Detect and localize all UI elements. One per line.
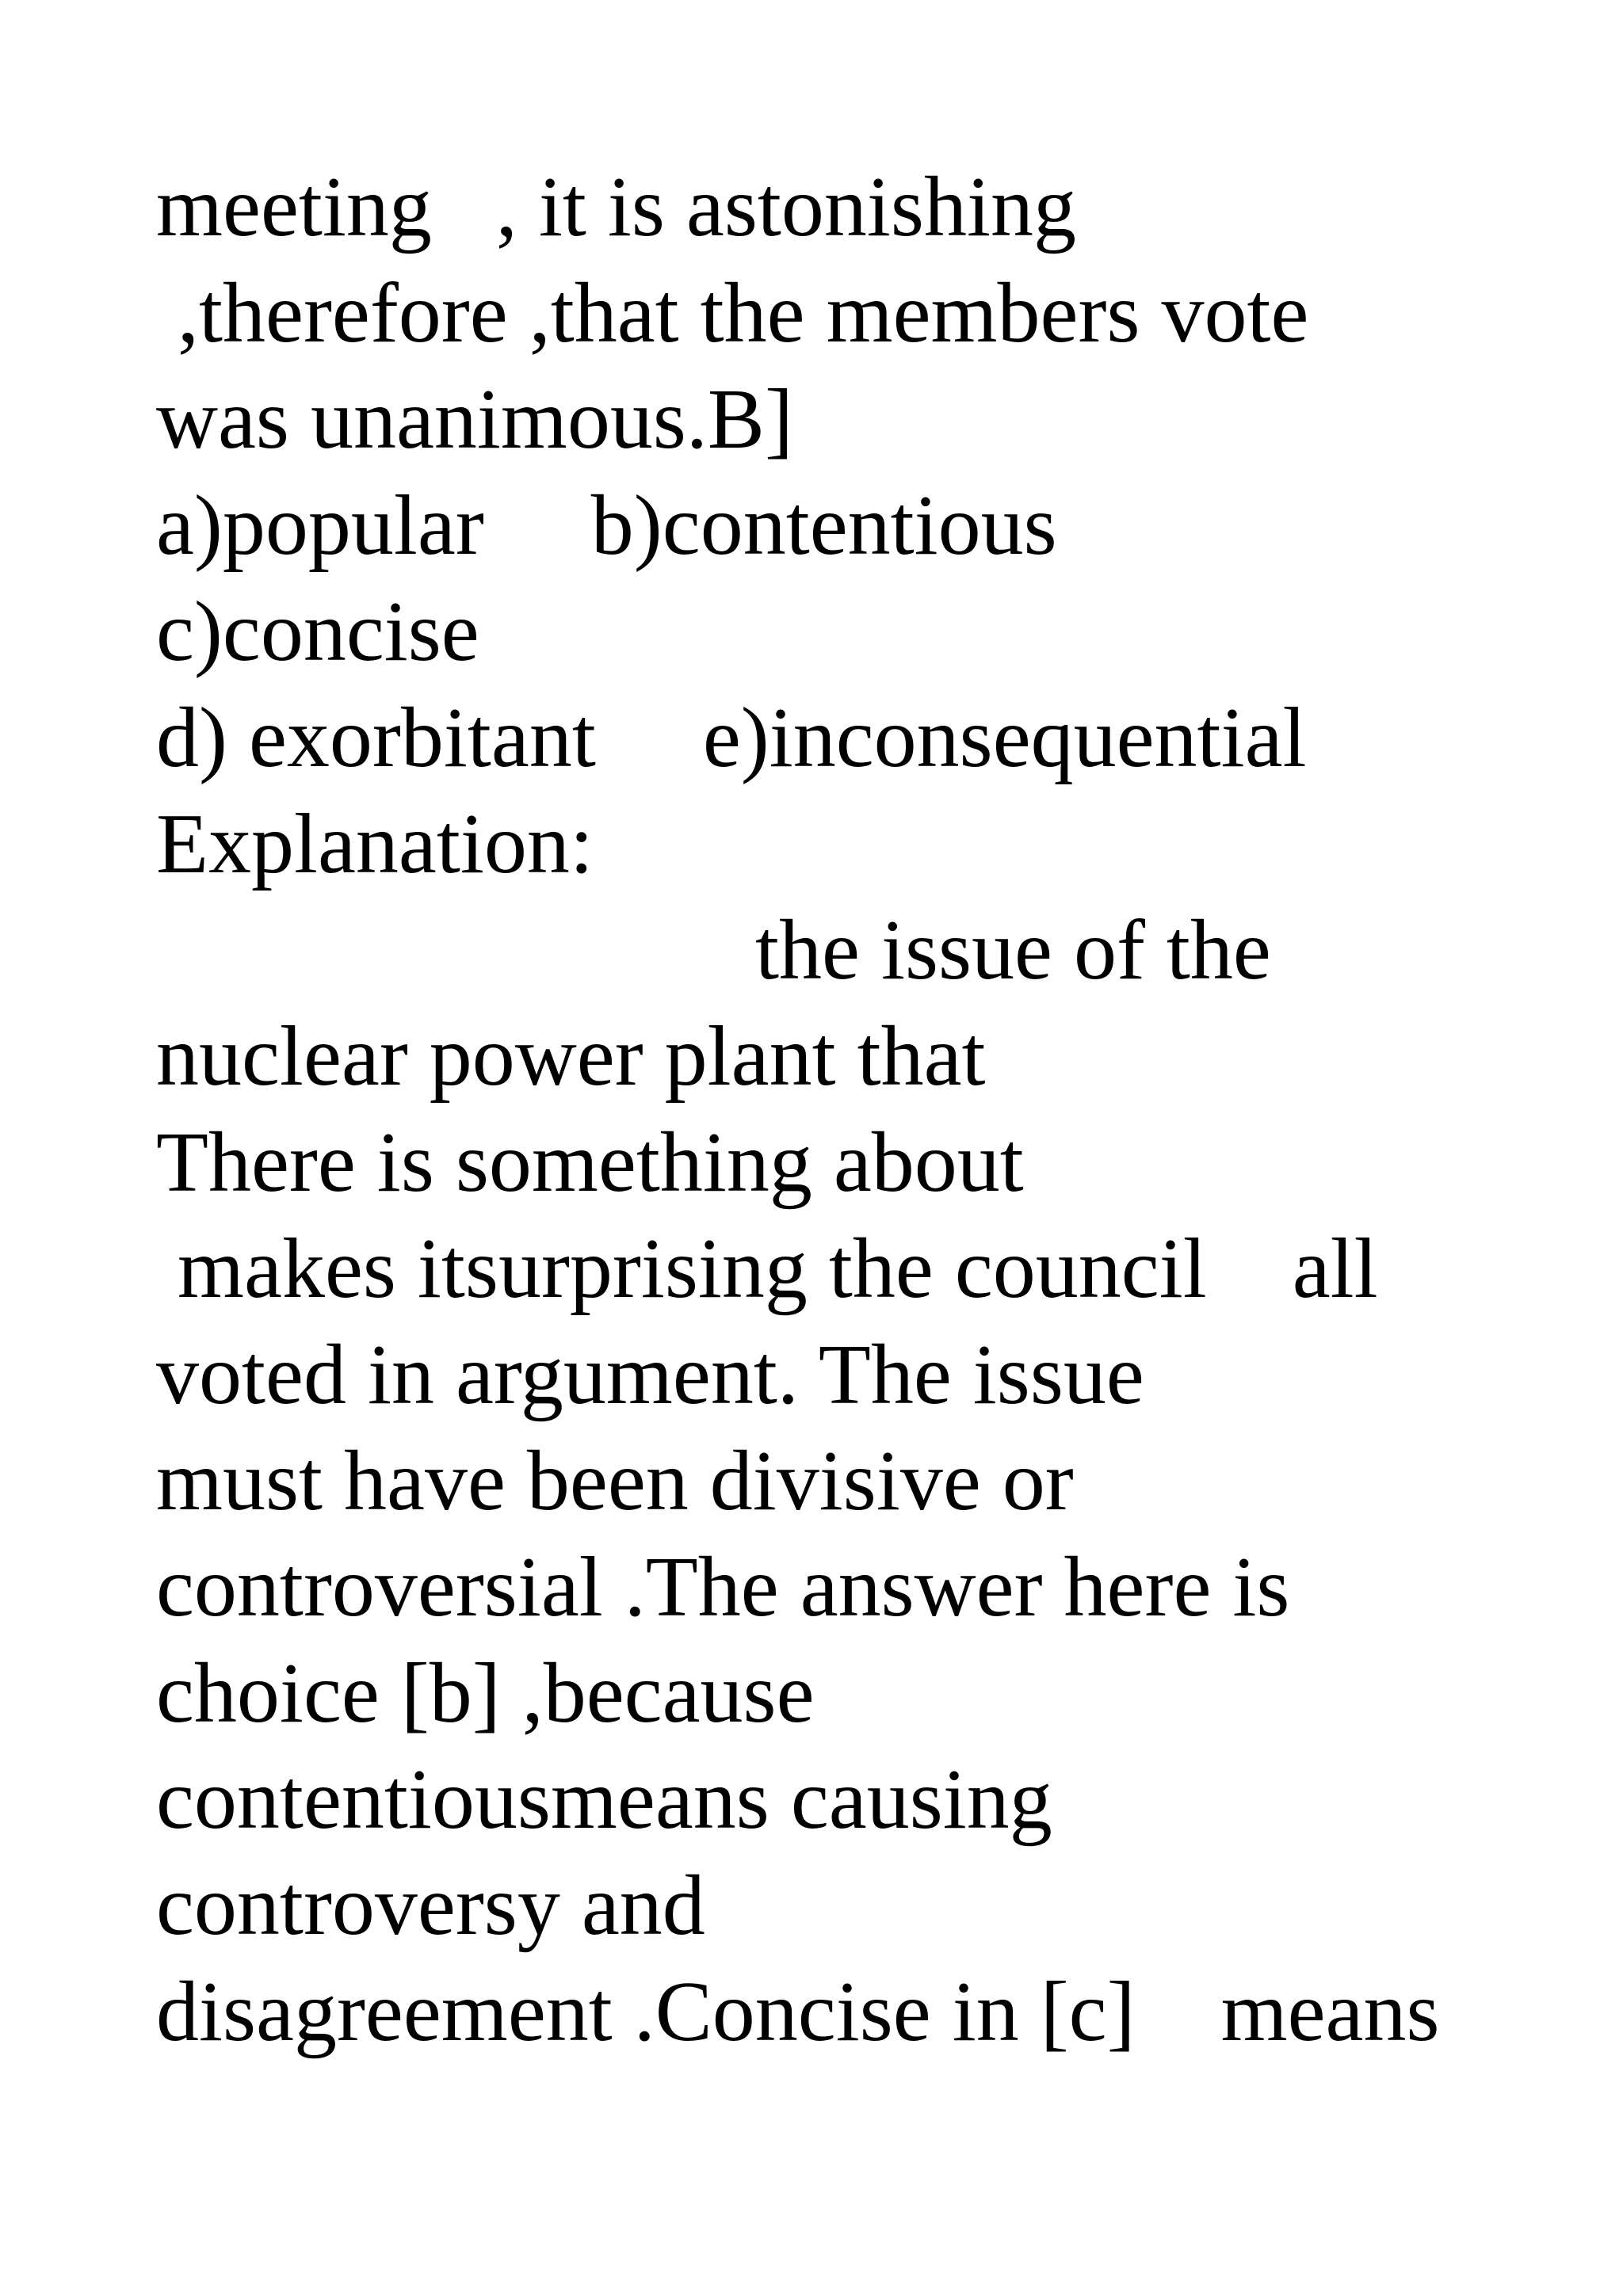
text-line: controversy and (156, 1859, 705, 1953)
text-line: c)concise (156, 585, 479, 679)
text-line: was unanimous.B] (156, 372, 793, 467)
text-line: disagreement .Concise in [c] means (156, 1965, 1440, 2059)
text-line: Explanation: (156, 797, 594, 891)
text-line: must have been divisive or (156, 1434, 1074, 1528)
text-line: ,therefore ,that the members vote (156, 266, 1309, 360)
text-line: There is something about (156, 1116, 1024, 1210)
text-line: nuclear power plant that (156, 1009, 986, 1104)
text-line: meeting , it is astonishing (156, 160, 1076, 254)
text-line: voted in argument. The issue (156, 1328, 1144, 1422)
text-line: contentiousmeans causing (156, 1753, 1052, 1847)
text-line: controversial .The answer here is (156, 1540, 1290, 1634)
text-line: choice [b] ,because (156, 1646, 815, 1741)
text-line: makes itsurprising the council all (156, 1222, 1378, 1316)
text-line: d) exorbitant e)inconsequential (156, 691, 1307, 785)
text-line: the issue of the (156, 903, 1271, 997)
text-line: a)popular b)contentious (156, 479, 1057, 573)
